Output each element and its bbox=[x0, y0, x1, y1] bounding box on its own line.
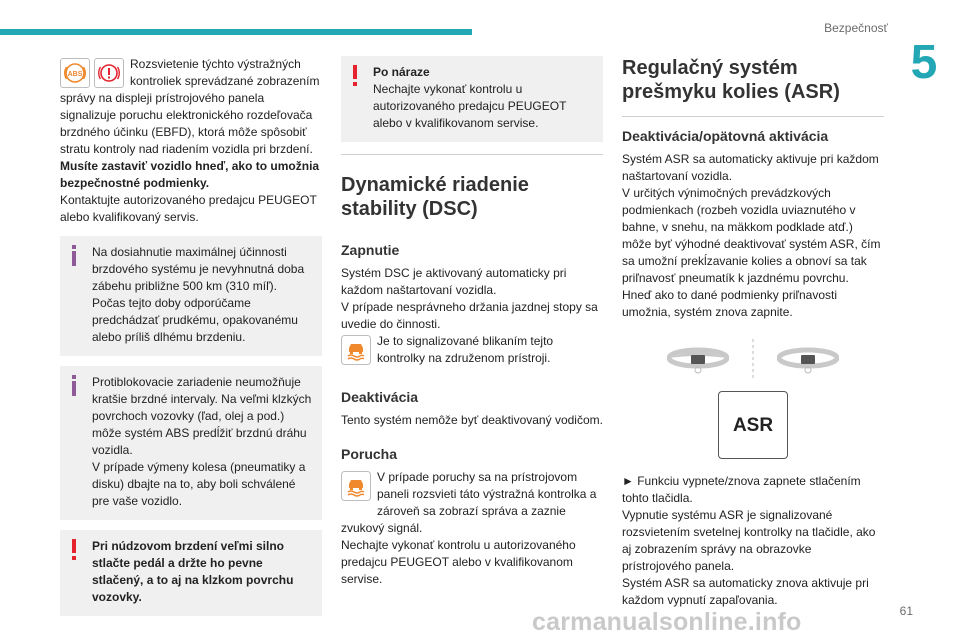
subheading-deactivation: Deaktivácia/opätovná aktivácia bbox=[622, 128, 829, 144]
warning-title: Po náraze bbox=[373, 65, 430, 79]
on-icon-text: Je to signalizované blikaním tejto kontrolky na združenom prístroji. bbox=[377, 334, 554, 365]
info-text-2-tail: V prípade výmeny kolesa (pneumatiky a disku) dbajte na to, aby boli schválené pre vaše vozidlo. bbox=[92, 460, 306, 508]
intro-bold: Musíte zastaviť vozidlo hneď, ako to umožnia bezpečnostné podmienky. bbox=[60, 159, 320, 190]
brake-warning-icon bbox=[94, 58, 124, 88]
asr-text-6: Systém ASR sa automaticky znova aktivuje pri každom vypnutí zapaľovania. bbox=[622, 576, 869, 607]
section-title-dsc: Dynamické riadenie stability (DSC) bbox=[341, 174, 529, 220]
on-text-2: V prípade nesprávneho držania jazdnej stopy sa uvedie do činnosti. bbox=[341, 300, 598, 331]
intro-text: Rozsvietenie týchto výstražných kontroliek sprevádzané zobrazením správy na displeji prístrojového panela signalizuje poruchu elektronického rozdeľovača brzdného účinku (EBFD), ktorá môže spôsobiť stratu kontroly nad riadením vozidla pri brzdení. bbox=[60, 57, 320, 156]
asr-text-3: Hneď ako to dané podmienky priľnavosti umožnia, systém znova zapnite. bbox=[622, 288, 837, 319]
asr-button[interactable] bbox=[718, 391, 788, 459]
watermark: carmanualsonline.info bbox=[532, 608, 802, 636]
dsc-fault-icon bbox=[341, 471, 371, 506]
info-text-1: Na dosiahnutie maximálnej účinnosti brzdového systému je nevyhnutná doba zábehu približne 500 km (310 míľ). Počas tejto doby odporúčame predchádzať prudkému, opakovanému alebo príliš dlhému brzdeniu. bbox=[92, 245, 305, 344]
off-text: Tento systém nemôže byť deaktivovaný vodičom. bbox=[341, 413, 603, 427]
section-title-asr: Regulačný systém prešmyku kolies (ASR) bbox=[622, 57, 840, 103]
info-text-2: Protiblokovacie zariadenie neumožňuje kratšie brzdné intervaly. Na veľmi klzkých povrchoch vozovky (ľad, olej a pod.) môže systém ABS predĺžiť brzdnú dráhu vozidla. bbox=[92, 375, 312, 457]
subheading-on: Zapnutie bbox=[341, 242, 400, 258]
dashed-separator bbox=[751, 339, 755, 379]
warning-box-emergency bbox=[60, 530, 322, 616]
steering-wheel-right-icon bbox=[777, 344, 839, 374]
column-2 bbox=[341, 56, 603, 588]
dsc-warning-icon bbox=[341, 335, 371, 370]
intro-tail: Kontaktujte autorizovaného predajcu PEUGEOT alebo kvalifikovaný servis. bbox=[60, 193, 317, 224]
divider bbox=[622, 116, 884, 117]
warning-text: Pri núdzovom brzdení veľmi silno stlačte pedál a držte ho pevne stlačený, a to aj na klzkom povrchu vozovky. bbox=[92, 539, 294, 604]
steering-wheel-illustration bbox=[622, 339, 884, 379]
asr-text-4: ► Funkciu vypnete/znova zapnete stlačením tohto tlačidla. bbox=[622, 474, 861, 505]
fault-text: V prípade poruchy sa na prístrojovom paneli rozsvieti táto výstražná kontrolka a zároveň sa zobrazí správa a zaznie zvukový signál. bbox=[341, 470, 597, 535]
asr-button-label: ASR bbox=[732, 414, 774, 436]
fault-tail: Nechajte vykonať kontrolu u autorizovaného predajcu PEUGEOT alebo v kvalifikovanom servise. bbox=[341, 538, 576, 586]
asr-text-5: Vypnutie systému ASR je signalizované rozsvietením svetelnej kontrolky na tlačidle, ako aj zobrazením správy na obrazovke prístrojového panela. bbox=[622, 508, 876, 573]
subheading-off: Deaktivácia bbox=[341, 389, 419, 405]
abs-warning-icon bbox=[60, 58, 90, 88]
divider bbox=[341, 154, 603, 155]
page-number: 61 bbox=[899, 604, 913, 618]
on-text: Systém DSC je aktivovaný automaticky pri každom naštartovaní vozidla. bbox=[341, 266, 567, 297]
chapter-number: 5 bbox=[910, 36, 938, 89]
abs-icon-text: (ABS) bbox=[65, 71, 85, 78]
column-1 bbox=[60, 56, 322, 616]
steering-wheel-left-icon bbox=[667, 344, 729, 374]
section-name: Bezpečnosť bbox=[824, 21, 888, 35]
info-box-break-in bbox=[60, 236, 322, 356]
warning-box-after-crash bbox=[341, 56, 603, 142]
warning-text: Nechajte vykonať kontrolu u autorizovaného predajcu PEUGEOT alebo v kvalifikovanom servise. bbox=[373, 82, 567, 130]
asr-text-1: Systém ASR sa automaticky aktivuje pri každom naštartovaní vozidla. bbox=[622, 152, 879, 183]
header-accent-bar bbox=[0, 29, 472, 35]
info-box-abs bbox=[60, 366, 322, 520]
column-3 bbox=[622, 56, 884, 609]
subheading-fault: Porucha bbox=[341, 446, 398, 462]
asr-text-2: V určitých výnimočných prevádzkových podmienkach (rozbeh vozidla uviaznutého v bahne, v snehu, na mäkkom podklade atď.) môže byť výhodné deaktivovať systém ASR, čím sa umožní prekĺzavanie kolies a obnoví sa tak priľnavosť pneumatík k jazdnému povrchu. bbox=[622, 186, 881, 285]
warning-icons bbox=[60, 58, 124, 88]
